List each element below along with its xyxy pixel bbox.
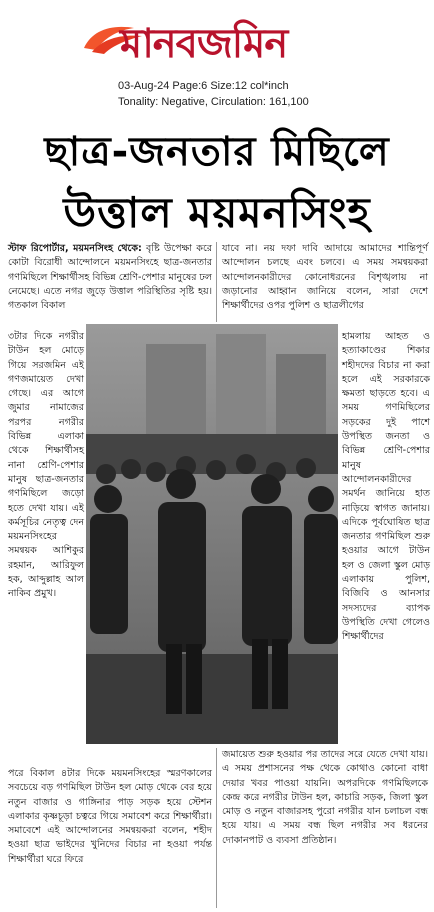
column-divider-bottom (216, 748, 217, 908)
headline-line-2: উত্তাল ময়মনসিংহ (63, 188, 371, 237)
clip-info: 03-Aug-24 Page:6 Size:12 col*inch (118, 80, 289, 92)
article-column-right-narrow (342, 330, 430, 645)
article-text-right-top: যাবে না। নয় দফা দাবি আদায়ে আমাদের শান্তিপূর্ণ আন্দোলন চলছে এবং চলবে। এ সময় সমন্বয়করা আন্দোলনকারীদের কোনোধরনের বিশৃঙ্খলায় না জড়ানোর আহ্বান জানিয়ে বলেন, সারা দেশে শিক্ষার্থীদের ওপর পুলিশ ও ছাত্রলীগের (222, 243, 428, 312)
masthead (0, 0, 434, 80)
byline: স্টাফ রিপোর্টার, ময়মনসিংহ থেকে: (8, 243, 142, 254)
article-text-right-bottom: জমায়েত শুরু হওয়ার পর তাদের সরে যেতে দেখা যায়। এ সময় প্রশাসনের পক্ষ থেকে কোথাও কোনো বাধা দেয়ার খবর পাওয়া যায়নি। অপরদিকে গণমিছিলকে কেন্দ্র করে নগরীর টাউন হল, কাচারি সড়ক, জিলা স্কুল মোড় ও নতুন বাজারসহ পুরো নগরীর যান চলাচল বন্ধ হয়ে যায়। এ সময় বন্ধ ছিল নগরীর সব ধরনের দোকানপাট ও ব্যবসা প্রতিষ্ঠান। (222, 749, 428, 846)
article-column-left-narrow (8, 330, 84, 602)
article-text-left-top: বৃষ্টি উপেক্ষা করে কোটা বিরোধী আন্দোলনে ময়মনসিংহে ছাত্র-জনতার গণমিছিলে শিক্ষার্থীসহ বিভিন্ন শ্রেণি-পেশার মানুষের ঢল নেমেছে। এতে নগর জুড়ে উত্তাল পরিস্থিতির সৃষ্টি হয়। গতকাল বিকাল (8, 243, 212, 312)
headline-line-1: ছাত্র-জনতার মিছিলে (44, 129, 390, 175)
article-column-right-top (222, 242, 428, 313)
news-photo (86, 324, 338, 744)
article-column-left-bottom (8, 767, 212, 867)
tonality-info: Tonality: Negative, Circulation: 161,100 (118, 96, 309, 108)
article-text-left-bottom: পরে বিকাল ৪টার দিকে ময়মনসিংহের স্মরণকালের সবচেয়ে বড় গণমিছিল টাউন হল মোড় থেকে বের হয়ে নতুন বাজার ও গাঙ্গিনার পাড় সড়ক হয়ে স্টেশন এলাকার কৃষ্ণচূড়া চত্বরে গিয়ে সমাবেশ করে শিক্ষার্থীরা। সমাবেশে এই আন্দোলনের সমন্বয়করা বলেন, শহীদ হওয়া ছাত্র ভাইদের খুনিদের বিচার না হওয়া পর্যন্ত শিক্ষার্থীরা ঘরে ফিরে (8, 768, 212, 865)
article-text-right-narrow: হামলায় আহত ও হত্যাকাণ্ডের শিকার শহীদদের বিচার না করা হলে এই সরকারকে ক্ষমতা ছাড়তে হবে। এ সময় গণমিছিলের সড়কের দুই পাশে উপস্থিত জনতা ও বিভিন্ন শ্রেণি-পেশার মানুষ আন্দোলনকারীদের সমর্থন জানিয়ে হাত নাড়িয়ে স্বাগত জানায়। এদিকে পূর্বঘোষিত ছাত্র জনতার গণমিছিল শুরু হওয়ার আগে টাউন হল ও জেলা স্কুল মোড় এলাকায় পুলিশ, বিজিবি ও আনসার সদস্যদের ব্যাপক উপস্থিতি দেখা গেলেও শিক্ষার্থীদের (342, 331, 430, 643)
article-column-left-top (8, 242, 212, 313)
article-column-right-bottom (222, 748, 428, 848)
column-divider-top (216, 242, 217, 322)
article-text-left-narrow: ৩টার দিকে নগরীর টাউন হল মোড়ে গিয়ে সরজমিন এই গণজমায়েত দেখা গেছে। এর আগে জুমার নামাজের পরপর নগরীর বিভিন্ন এলাকা থেকে শিক্ষার্থীসহ নানা শ্রেণি-পেশার মানুষ ছাত্র-জনতার গণমিছিলে জড়ো হতে দেখা যায়। এই কর্মসূচির নেতৃত্ব দেন ময়মনসিংহের সমন্বয়ক আশিকুর রহমান, আরিফুল হক, আব্দুল্লাহ আল নাকিব প্রমুখ। (8, 331, 84, 600)
newspaper-logo: মানবজমিন (120, 21, 288, 67)
